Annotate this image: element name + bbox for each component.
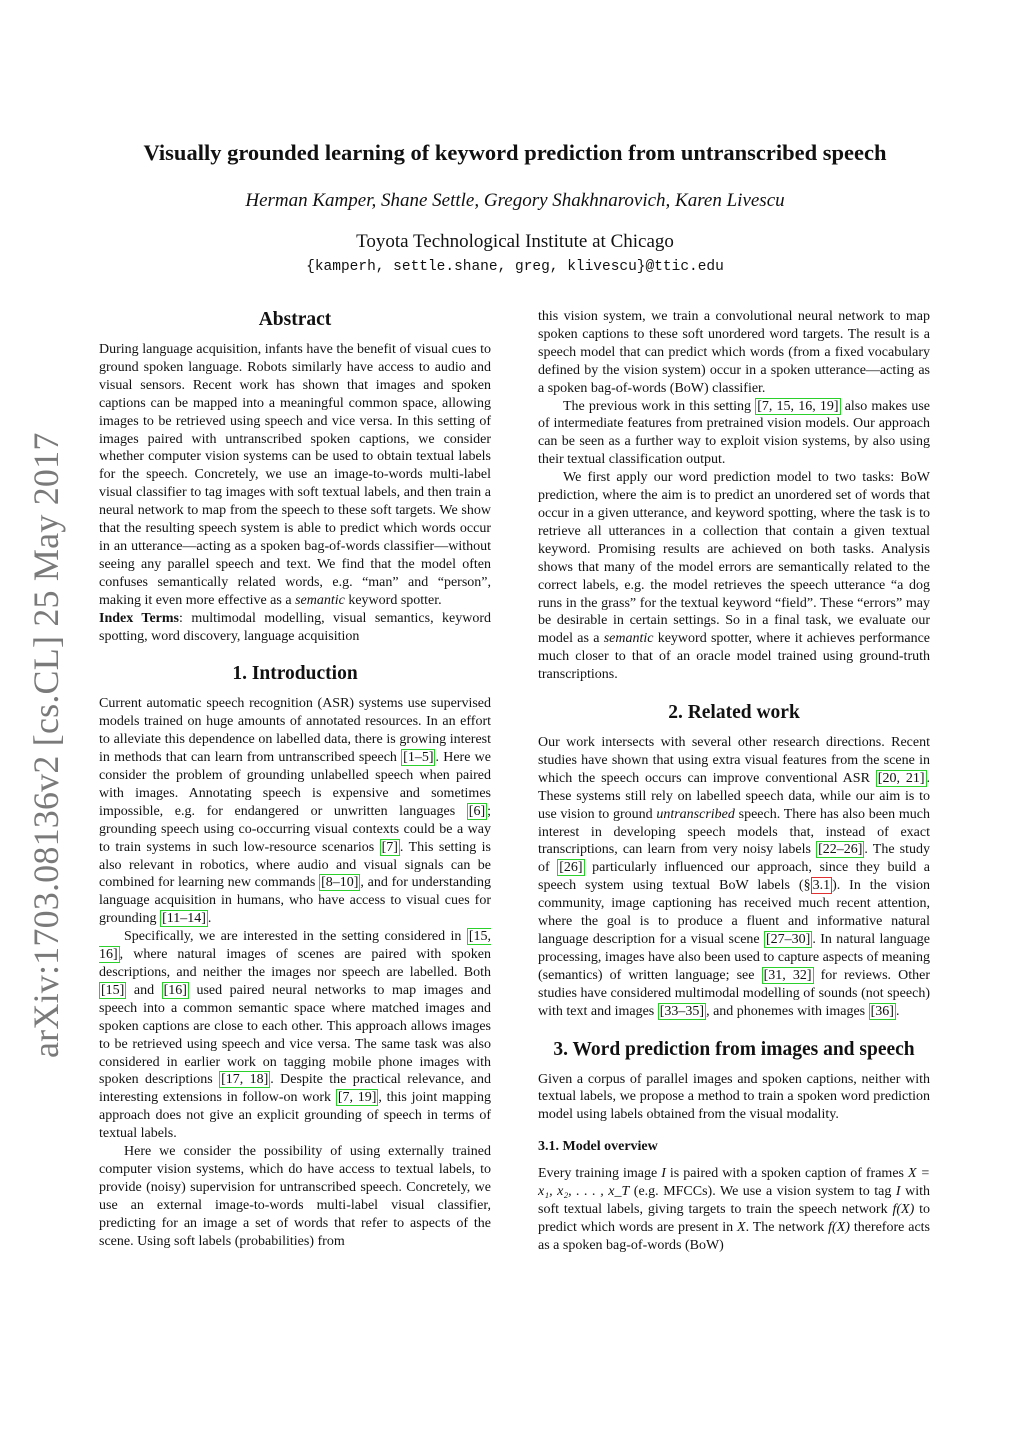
introduction-heading: 1. Introduction (232, 663, 358, 685)
citation-link[interactable]: [15] (101, 982, 125, 998)
citation-link[interactable]: [17, 18] (221, 1072, 269, 1088)
affiliation: Toyota Technological Institute at Chicago (356, 231, 674, 252)
abstract-heading: Abstract (258, 309, 332, 330)
email-addresses[interactable]: {kamperh, settle.shane, greg, klivescu}@ttic.edu (306, 259, 724, 275)
related-work-heading: 2. Related work (668, 702, 800, 724)
paper-title: Visually grounded learning of keyword prediction from untranscribed speech (143, 140, 887, 165)
citation-link[interactable]: [1–5] (403, 750, 434, 766)
word-prediction-paragraph-1: Given a corpus of parallel images and spoken captions, neither with textual labels, we propose a method to train a spoken word prediction model using labels obtained from the visual modality. (538, 1071, 930, 1123)
model-overview-paragraph: Every training image I is paired with a spoken caption of frames X = x₁, x₂, . . . , x_T (e.g. MFCCs). We use a vision system to tag I with soft textual labels, giving targets to train the speech network f(X) to predict which words are present in X. The network f(X) therefore acts as a spoken bag-of-words (BoW) (538, 1166, 931, 1253)
citation-link[interactable]: [36] (870, 1003, 894, 1019)
section-link[interactable]: 3.1 (812, 878, 831, 894)
intro-paragraph-3: Here we consider the possibility of using externally trained computer vision systems, which do have access to textual labels, to provide (noisy) supervision for untranscribed speech. Concretely, we use an external image-to-words multi-label visual classifier, predicting for an image a set of words that refer to aspects of the scene. Using soft labels (probabilities) from (99, 1144, 491, 1249)
arxiv-stamp: arXiv:1703.08136v2 [cs.CL] 25 May 2017 (26, 432, 66, 1058)
citation-link[interactable]: [33–35] (659, 1003, 705, 1019)
citation-link[interactable]: [7, 15, 16, 19] (757, 398, 839, 414)
citation-link[interactable]: [8–10] (321, 875, 359, 891)
intro-paragraph-4: this vision system, we train a convolutional neural network to map spoken captions to these soft unordered word targets. The result is a speech model that can predict which words (from a fixed vocabulary defined by the vision system) occur in a spoken utterance—acting as a spoken bag-of-words (BoW) classifier. (538, 309, 930, 396)
citation-link[interactable]: [22–26] (818, 842, 863, 858)
model-overview-heading: 3.1. Model overview (538, 1139, 658, 1155)
authors: Herman Kamper, Shane Settle, Gregory Shakhnarovich, Karen Livescu (245, 190, 785, 211)
citation-link[interactable]: [15, 16] (99, 929, 491, 963)
citation-link[interactable]: [7, 19] (337, 1090, 377, 1106)
left-column (99, 308, 491, 1251)
right-column (538, 308, 930, 1255)
intro-paragraph-6: We first apply our word prediction model to two tasks: BoW prediction, where the aim is to predict an unordered set of words that occur in a given utterance, and keyword spotting, where the task is to retrieve all utterances in a collection that contain a given textual keyword. Promising results are achieved on both tasks. Analysis shows that many of the model errors are semantically related to the correct labels, e.g. the model retrieves the speech utterance “a dog runs in the grass” for the textual keyword “field”. These “errors” may be desirable in certain settings. So in a final task, we evaluate our model as a semantic keyword spotter, where it achieves performance much closer to that of an oracle model trained using ground-truth transcriptions. (538, 470, 931, 683)
intro-paragraph-1: Current automatic speech recognition (ASR) systems use supervised models trained on huge amounts of annotated resources. In an effort to alleviate this dependence on labelled data, there is growing interest in methods that can learn from untranscribed speech [1–5] . Here we consider the problem of grounding unlabelled speech when paired with images. Annotating speech is expensive and sometimes impossible, e.g. for endangered or unwritten languages [6] ; grounding speech using co-occurring visual contexts could be a way to train systems in such low-resource scenarios [7] . This setting is also relevant in robotics, where audio and visual signals can be combined for learning new commands [8–10] , and for understanding language acquisition in humans, who have access to visual cues for grounding [11–14] . (99, 696, 491, 927)
related-paragraph-1: Our work intersects with several other research directions. Recent studies have shown that using extra visual features from the scene in which the speech occurs can improve conventional ASR [20, 21] . These systems still rely on labelled speech data, while our aim is to use vision to ground untranscribed speech. There has also been much interest in developing speech models that, instead of exact transcriptions, can learn from very noisy labels [22–26] . The study of [26] particularly influenced our approach, since they build a speech system using textual BoW labels (§ 3.1 ). In the vision community, image captioning has received much recent attention, where the goal is to produce a fluent and informative natural language description for a visual scene [27–30] . In natural language processing, images have also been used to capture aspects of meaning (semantics) of written language; see [31, 32] for reviews. Other studies have considered multimodal modelling of sounds (not speech) with text and images [33–35] , and phonemes with images [36] . (538, 735, 931, 1019)
intro-paragraph-5: The previous work in this setting [7, 15, 16, 19] also makes use of intermediate features from pretrained vision models. Our approach can be seen as a further way to exploit vision systems, by also using their textual classification output. (538, 398, 931, 468)
intro-paragraph-2: Specifically, we are interested in the setting considered in [15, 16] , where natural images of scenes are paired with spoken descriptions, and neither the images nor speech are labelled. Both [15] and [16] used paired neural networks to map images and speech into a common semantic space where matched images and spoken captions are close to each other. This approach allows images to be retrieved using speech and vice versa. The same task was also considered in earlier work on tagging mobile phone images with spoken descriptions [17, 18] . Despite the practical relevance, and interesting extensions in follow-on work [7, 19] , this joint mapping approach does not give an explicit grounding of speech in terms of textual labels. (99, 929, 492, 1142)
citation-link[interactable]: [16] (163, 982, 187, 998)
word-prediction-heading: 3. Word prediction from images and speech (553, 1038, 915, 1060)
citation-link[interactable]: [11–14] (162, 911, 206, 927)
abstract-text: During language acquisition, infants have the benefit of visual cues to ground spoken language. Robots similarly have access to audio and visual sensors. Recent work has shown that images and spoken captions can be mapped into a meaningful common space, allowing images to be retrieved using speech and vice versa. In this setting of images paired with untranscribed spoken captions, we consider whether computer vision systems can be used to obtain textual labels for the speech. Concretely, we use an image-to-words multi-label visual classifier to tag images with soft textual labels, and then train a neural network to map from the speech to these soft targets. We show that the resulting speech system is able to predict which words occur in an utterance—acting as a spoken bag-of-words classifier—without seeing any parallel speech and text. We find that the model often confuses semantically related words, e.g. “man” and “person”, making it even more effective as a semantic keyword spotter. (99, 342, 491, 608)
citation-link[interactable]: [31, 32] (763, 967, 812, 983)
citation-link[interactable]: [7] (381, 839, 398, 855)
index-terms: Index Terms: multimodal modelling, visual semantics, keyword spotting, word discovery, language acquisition (99, 610, 491, 644)
citation-link[interactable]: [27–30] (766, 932, 811, 947)
citation-link[interactable]: [6] (468, 803, 486, 819)
citation-link[interactable]: [20, 21] (877, 770, 925, 786)
citation-link[interactable]: [26] (559, 860, 583, 876)
